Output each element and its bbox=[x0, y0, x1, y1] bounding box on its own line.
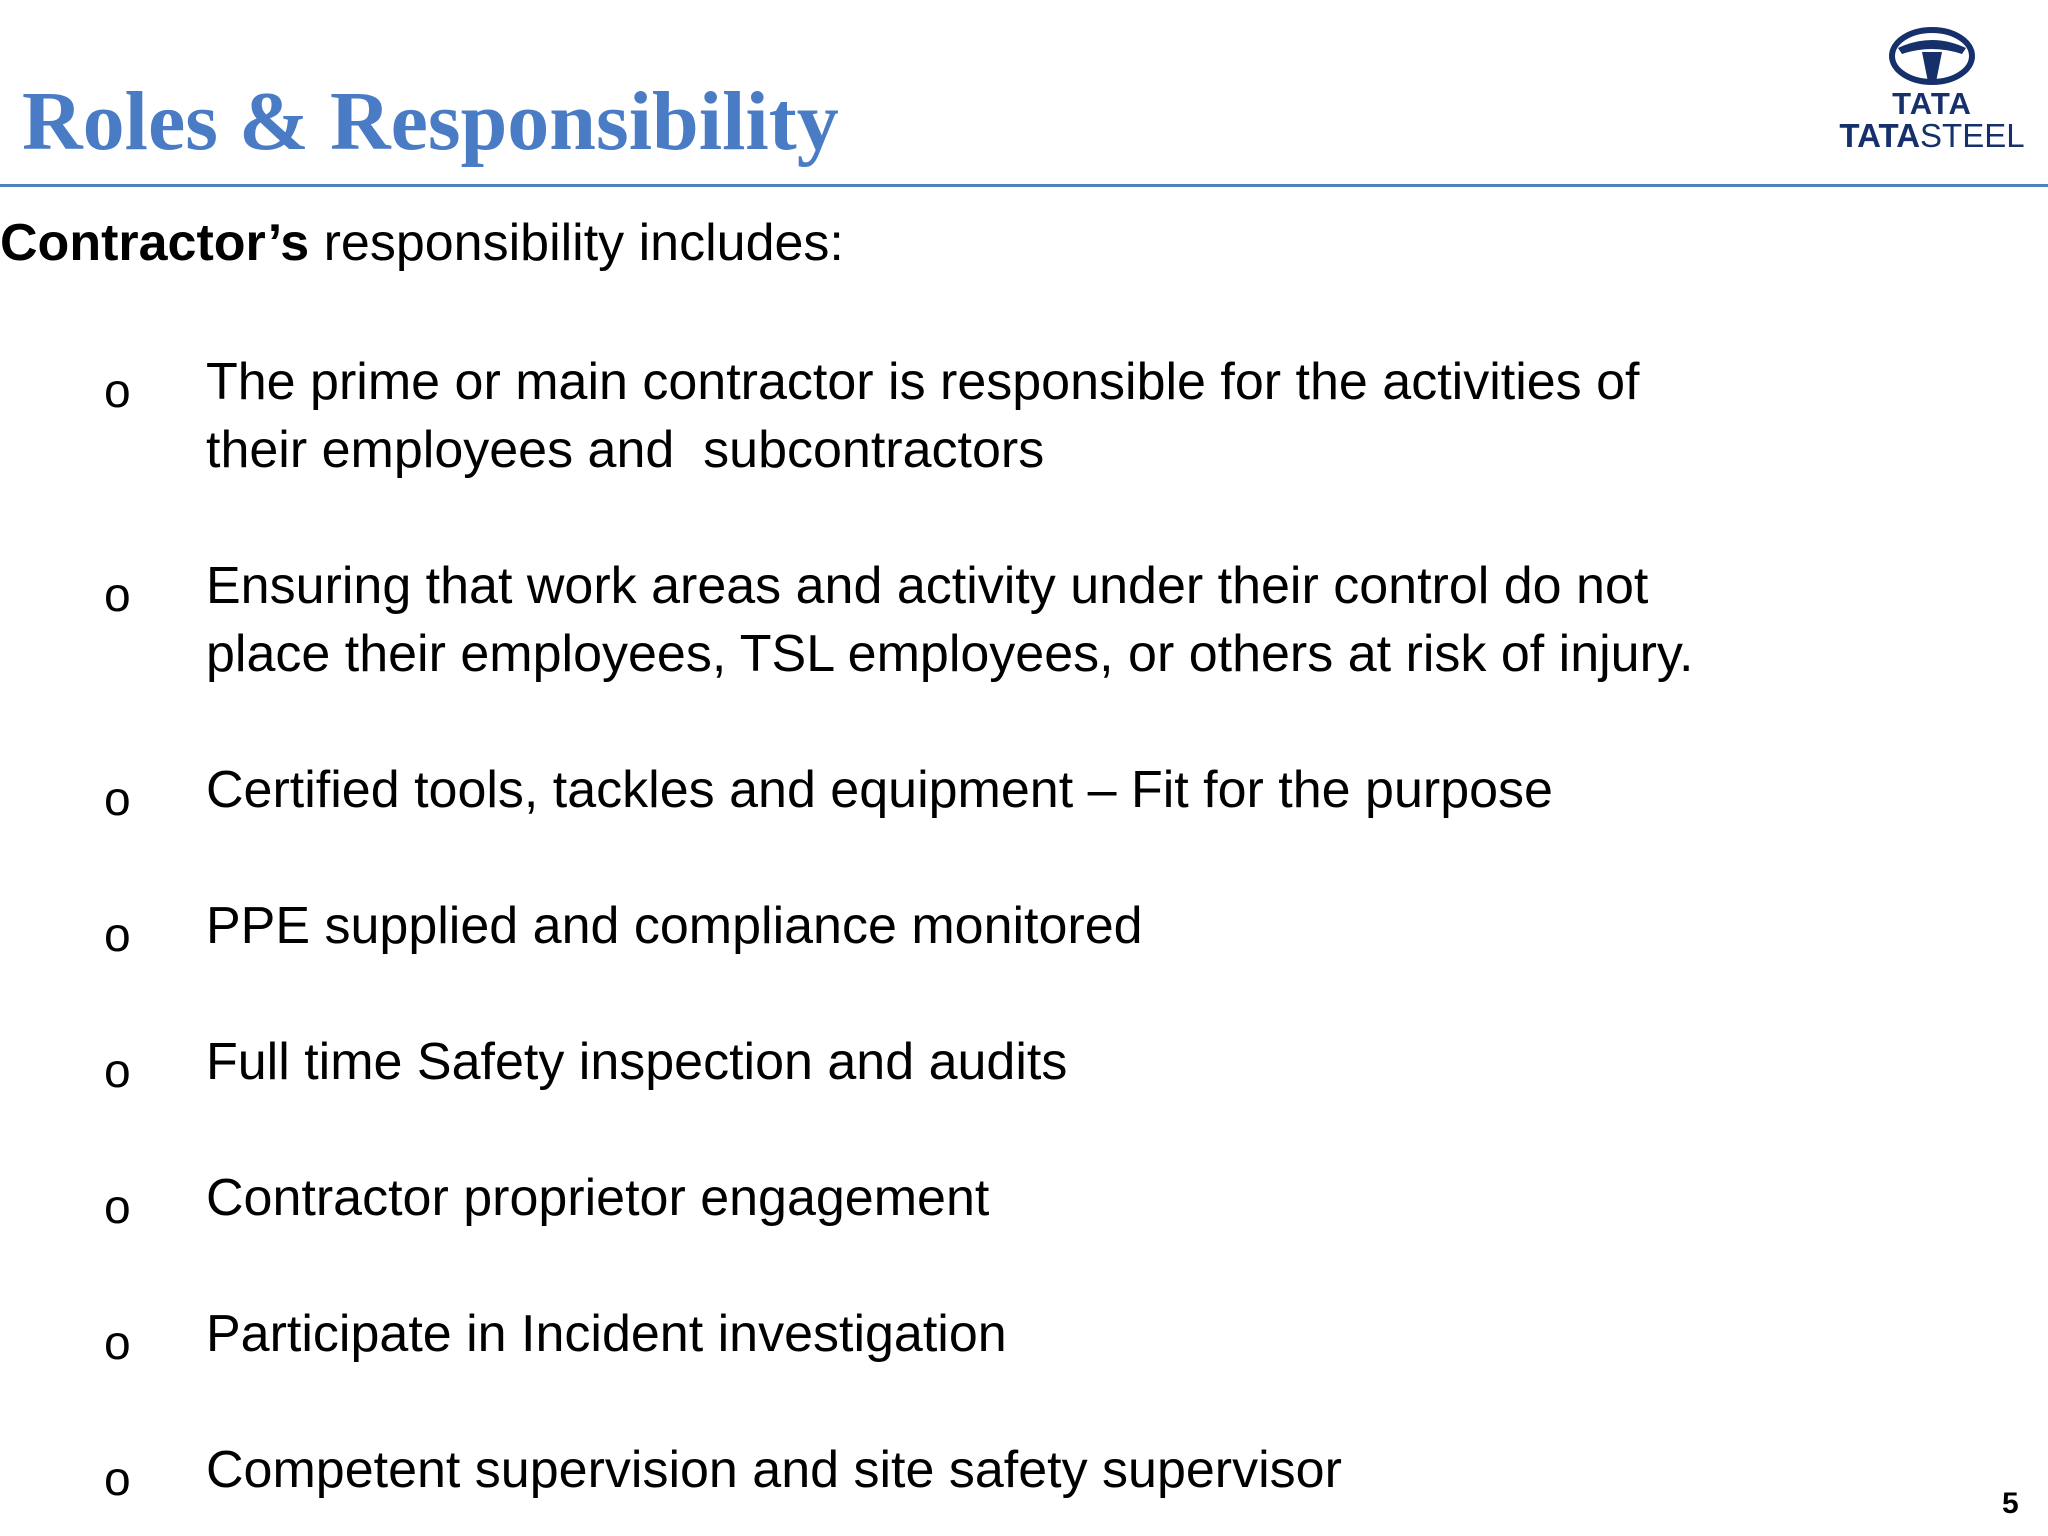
logo-company-text: TATASTEEL bbox=[1839, 117, 2025, 154]
logo-mark-text: TATA bbox=[1892, 86, 1972, 121]
page-number: 5 bbox=[2002, 1487, 2019, 1520]
intro-rest: responsibility includes: bbox=[309, 214, 844, 272]
list-item-text: Certified tools, tackles and equipment – Fit for the purpose bbox=[206, 761, 1553, 819]
list-item-text: The prime or main contractor is responsible for the activities of their employees and subcontractors bbox=[206, 353, 1640, 479]
bullet-icon: o bbox=[104, 365, 131, 418]
bullet-icon: o bbox=[104, 1181, 131, 1234]
bullet-icon: o bbox=[104, 773, 131, 826]
list-item-text: Contractor proprietor engagement bbox=[206, 1169, 990, 1227]
list-item-text: PPE supplied and compliance monitored bbox=[206, 897, 1143, 955]
bullet-icon: o bbox=[104, 1317, 131, 1370]
list-item-text: Competent supervision and site safety supervisor bbox=[206, 1441, 1342, 1499]
intro-bold: Contractor’s bbox=[0, 214, 310, 272]
bullet-icon: o bbox=[104, 909, 131, 962]
list-item-text: Full time Safety inspection and audits bbox=[206, 1033, 1068, 1091]
bullet-icon: o bbox=[104, 569, 131, 622]
list-item-text: Ensuring that work areas and activity under their control do not place their employees, TSL employees, or others at risk of injury. bbox=[206, 557, 1694, 683]
bullet-icon: o bbox=[104, 1453, 131, 1506]
bullet-icon: o bbox=[104, 1045, 131, 1098]
slide-title: Roles & Responsibility bbox=[22, 75, 839, 168]
list-item-text: Participate in Incident investigation bbox=[206, 1305, 1007, 1363]
